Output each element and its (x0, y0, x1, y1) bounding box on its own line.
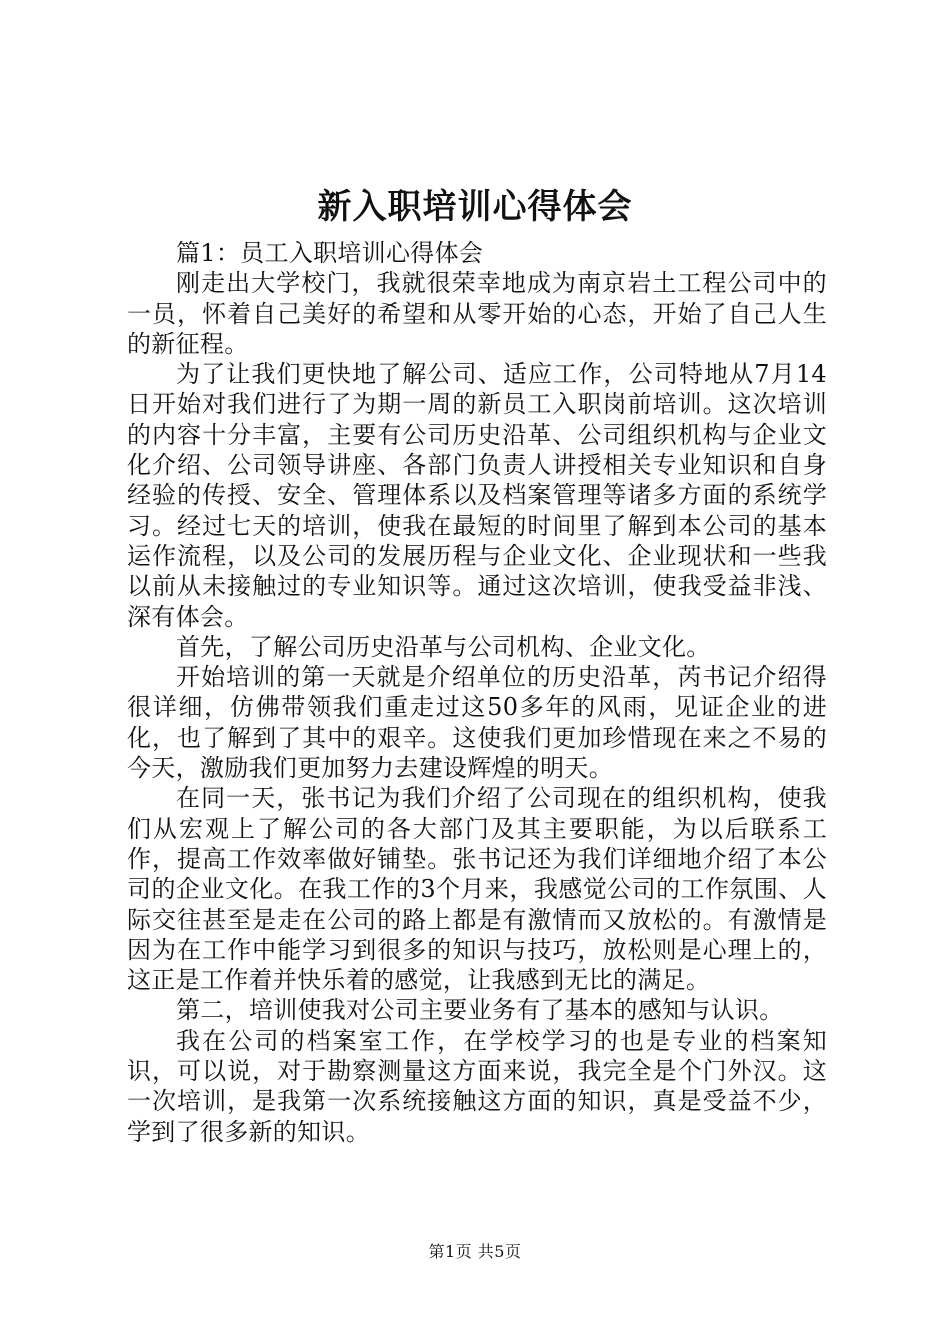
paragraph: 我在公司的档案室工作，在学校学习的也是专业的档案知识，可以说，对于勘察测量这方面来说，我完全是个门外汉。这一次培训，是我第一次系统接触这方面的知识，真是受益不少，学到了很多新的知识。 (127, 1026, 827, 1146)
section-heading: 篇1：员工入职培训心得体会 (176, 239, 484, 267)
paragraph: 首先，了解公司历史沿革与公司机构、企业文化。 (176, 632, 711, 661)
paragraph: 在同一天，张书记为我们介绍了公司现在的组织机构，使我们从宏观上了解公司的各大部门及其主要职能，为以后联系工作，提高工作效率做好铺垫。张书记还为我们详细地介绍了本公司的企业文化。在我工作的3个月来，我感觉公司的工作氛围、人际交往甚至是走在公司的路上都是有激情而又放松的。有激情是因为在工作中能学习到很多的知识与技巧，放松则是心理上的，这正是工作着并快乐着的感觉，让我感到无比的满足。 (127, 784, 827, 995)
document-body (127, 238, 827, 1147)
paragraph: 为了让我们更快地了解公司、适应工作，公司特地从7月14日开始对我们进行了为期一周的新员工入职岗前培训。这次培训的内容十分丰富，主要有公司历史沿革、公司组织机构与企业文化介绍、公司领导讲座、各部门负责人讲授相关专业知识和自身经验的传授、安全、管理体系以及档案管理等诸多方面的系统学习。经过七天的培训，使我在最短的时间里了解到本公司的基本运作流程，以及公司的发展历程与企业文化、企业现状和一些我以前从未接触过的专业知识等。通过这次培训，使我受益非浅、深有体会。 (127, 360, 827, 631)
paragraph: 刚走出大学校门，我就很荣幸地成为南京岩土工程公司中的一员，怀着自己美好的希望和从零开始的心态，开始了自己人生的新征程。 (127, 269, 827, 358)
paragraph: 开始培训的第一天就是介绍单位的历史沿革，芮书记介绍得很详细，仿佛带领我们重走过这50多年的风雨，见证企业的进化，也了解到了其中的艰辛。这使我们更加珍惜现在来之不易的今天，激励我们更加努力去建设辉煌的明天。 (127, 663, 827, 783)
page-number-footer: 第1页 共5页 (428, 1242, 522, 1261)
paragraph: 第二，培训使我对公司主要业务有了基本的感知与认识。 (176, 996, 784, 1025)
document-title: 新入职培训心得体会 (317, 187, 633, 227)
